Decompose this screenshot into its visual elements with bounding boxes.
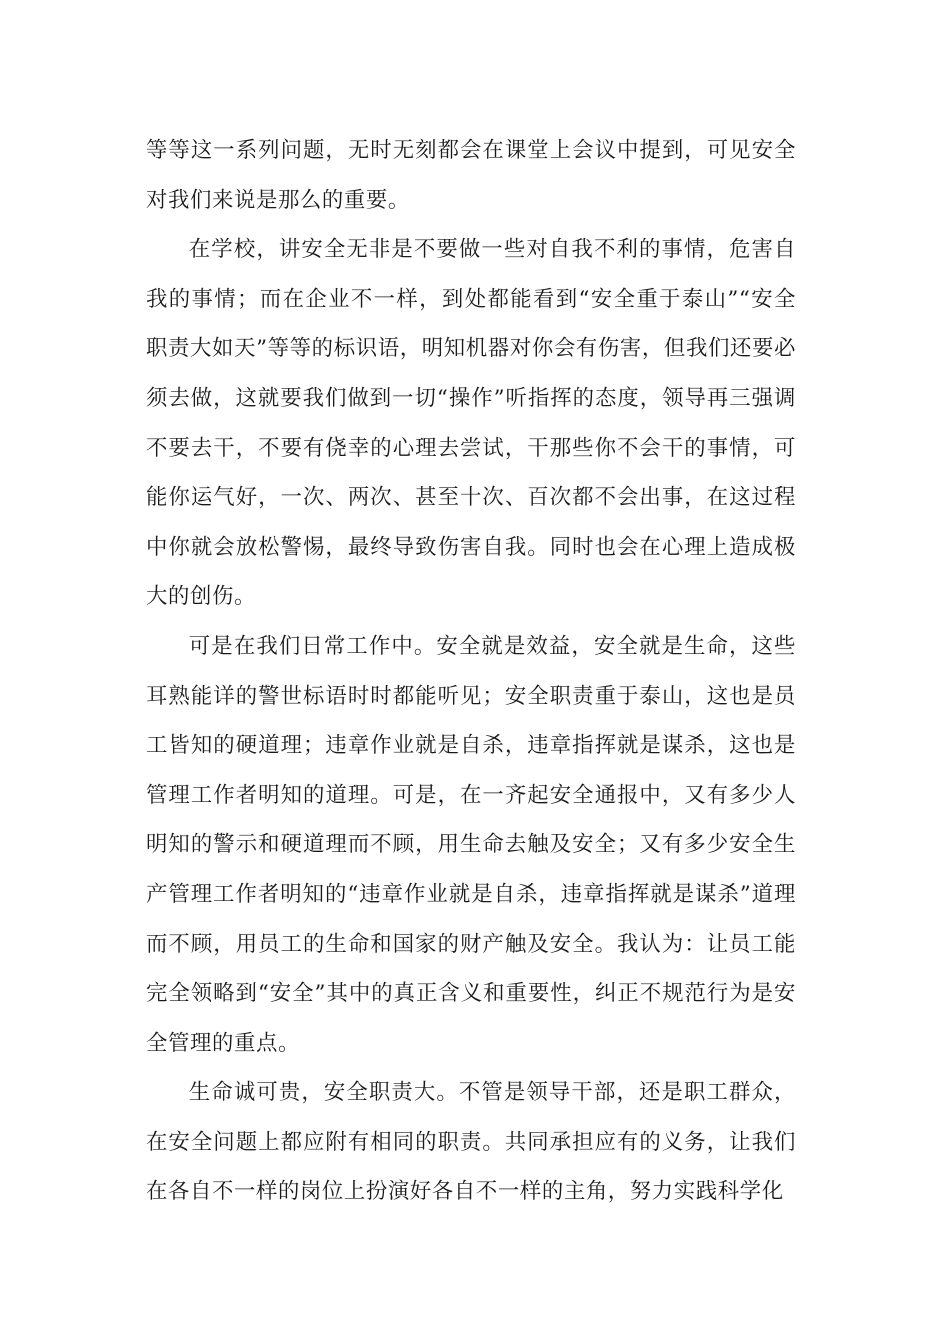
paragraph-1-continuation: 等等这一系列问题，无时无刻都会在课堂上会议中提到，可见安全对我们来说是那么的重要。 — [146, 138, 796, 213]
document-body — [146, 126, 796, 1217]
paragraph-3: 可是在我们日常工作中。安全就是效益，安全就是生命，这些耳熟能详的警世标语时时都能听见；安全职责重于泰山，这也是员工皆知的硬道理；违章作业就是自杀，违章指挥就是谋杀，这也是管理工作者明知的道理。可是，在一齐起安全通报中，又有多少人明知的警示和硬道理而不顾，用生命去触及安全；又有多少安全生产管理工作者明知的“违章作业就是自杀，违章指挥就是谋杀”道理而不顾，用员工的生命和国家的财产触及安全。我认为：让员工能完全领略到“安全”其中的真正含义和重要性，纠正不规范行为是安全管理的重点。 — [146, 633, 796, 1056]
paragraph-2: 在学校，讲安全无非是不要做一些对自我不利的事情，危害自我的事情；而在企业不一样，到处都能看到“安全重于泰山”“安全职责大如天”等等的标识语，明知机器对你会有伤害，但我们还要必须去做，这就要我们做到一切“操作”听指挥的态度，领导再三强调不要去干，不要有侥幸的心理去尝试，干那些你不会干的事情，可能你运气好，一次、两次、甚至十次、百次都不会出事，在这过程中你就会放松警惕，最终导致伤害自我。同时也会在心理上造成极大的创伤。 — [146, 237, 796, 610]
paragraph-4: 生命诚可贵，安全职责大。不管是领导干部，还是职工群众，在安全问题上都应附有相同的职责。共同承担应有的义务，让我们在各自不一样的岗位上扮演好各自不一样的主角，努力实践科学化 — [146, 1080, 796, 1205]
